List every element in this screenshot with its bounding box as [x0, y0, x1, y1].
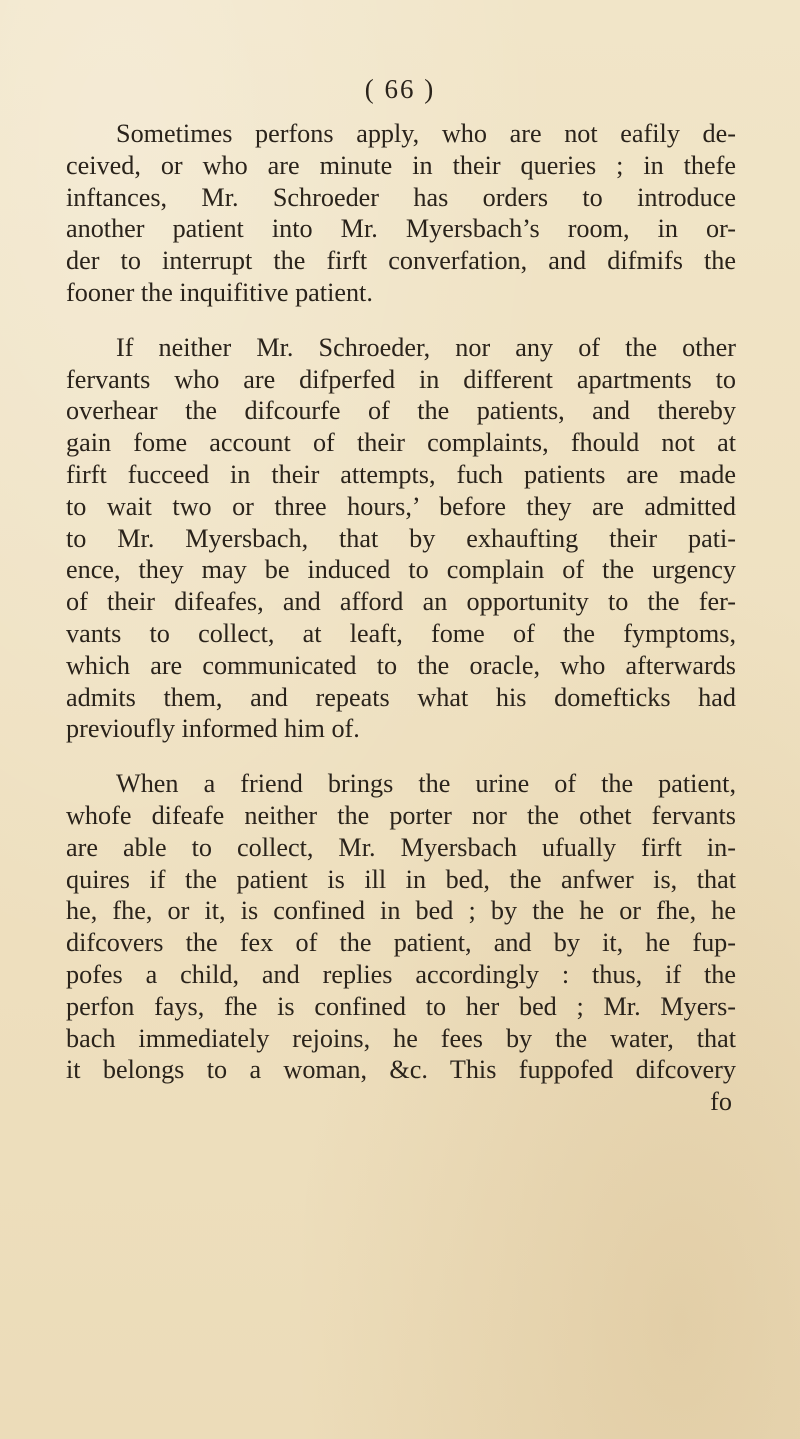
text-line: ceived, or who are minute in their queries ; in thefe: [66, 150, 736, 180]
text-line: Sometimes perfons apply, who are not eafily de-: [116, 119, 736, 148]
text-line: another patient into Mr. Myersbach’s room, in or-: [66, 214, 736, 244]
text-line: are able to collect, Mr. Myersbach ufually firft in-: [66, 832, 736, 862]
body-text: [66, 118, 736, 1141]
text-line: bach immediately rejoins, he fees by the water, that: [66, 1023, 736, 1053]
text-line: fooner the inquifitive patient.: [66, 277, 373, 307]
text-line: fervants who are difperfed in different apartments to: [66, 364, 736, 394]
text-line: to Mr. Myersbach, that by exhaufting their pati-: [66, 523, 736, 553]
paragraph-2: [66, 332, 736, 745]
text-line: der to interrupt the firft converfation, and difmifs the: [66, 246, 736, 276]
catchword: fo: [710, 1087, 732, 1117]
text-line: ence, they may be induced to complain of the urgency: [66, 555, 736, 585]
text-line: whofe difeafe neither the porter nor the othet fervants: [66, 800, 736, 830]
text-line: overhear the difcourfe of the patients, and thereby: [66, 396, 736, 426]
text-line: previoufly informed him of.: [66, 714, 360, 744]
text-line: of their difeafes, and afford an opportunity to the fer-: [66, 587, 736, 617]
page-number: ( 66 ): [364, 74, 436, 104]
text-line: it belongs to a woman, &c. This fuppofed difcovery: [66, 1055, 736, 1085]
text-line: firft fucceed in their attempts, fuch patients are made: [66, 459, 736, 489]
text-line: to wait two or three hours,’ before they are admitted: [66, 491, 736, 521]
text-line: inftances, Mr. Schroeder has orders to introduce: [66, 182, 736, 212]
text-line: If neither Mr. Schroeder, nor any of the other: [116, 332, 736, 362]
text-line: perfon fays, fhe is confined to her bed ; Mr. Myers-: [66, 991, 736, 1021]
paragraph-1: [66, 118, 736, 309]
text-line: difcovers the fex of the patient, and by it, he fup-: [66, 928, 736, 958]
text-line: vants to collect, at leaft, fome of the fymptoms,: [66, 618, 736, 648]
text-line: he, fhe, or it, is confined in bed ; by the he or fhe, he: [66, 896, 736, 926]
text-line: pofes a child, and replies accordingly : thus, if the: [66, 959, 736, 989]
text-line: When a friend brings the urine of the patient,: [116, 769, 736, 799]
text-line: which are communicated to the oracle, who afterwards: [66, 650, 736, 680]
paragraph-3: [66, 768, 736, 1118]
text-line: gain fome account of their complaints, fhould not at: [66, 428, 736, 458]
text-line: quires if the patient is ill in bed, the anfwer is, that: [66, 864, 736, 894]
text-line: admits them, and repeats what his domefticks had: [66, 682, 736, 712]
